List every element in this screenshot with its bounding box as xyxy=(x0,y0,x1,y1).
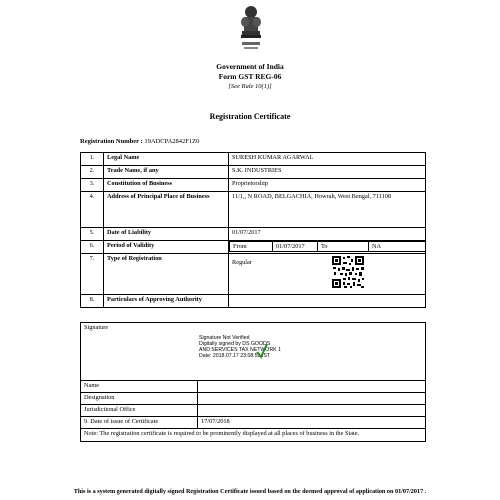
row-number: 1. xyxy=(81,153,104,166)
validity-to-label: To xyxy=(318,242,369,252)
date-of-liability-value: 01/07/2017 xyxy=(229,228,426,241)
validity-cell xyxy=(229,241,426,254)
row-number: 3. xyxy=(81,179,104,192)
signature-row xyxy=(81,323,426,381)
row-label: Period of Validity xyxy=(104,241,229,254)
row-label: Date of Liability xyxy=(104,228,229,241)
signature-cell xyxy=(81,323,426,381)
row-label: Constitution of Business xyxy=(104,179,229,192)
table-row xyxy=(81,393,426,405)
national-emblem-icon xyxy=(236,4,266,52)
registration-number-value: 19ADCPA2842F1Z0 xyxy=(144,138,200,145)
certificate-title: Registration Certificate xyxy=(209,112,291,121)
display-note: Note: The registration certificate is required to be prominently displayed at all places of business in the State. xyxy=(81,429,426,442)
row-label: Type of Registration xyxy=(104,254,229,295)
rule-reference: [See Rule 10(1)] xyxy=(228,83,272,90)
checkmark-icon xyxy=(255,341,269,361)
row-number: 4. xyxy=(81,192,104,228)
signature-signer-line2: AND SERVICES TAX NETWORK 1 xyxy=(199,347,281,353)
table-row xyxy=(81,405,426,417)
row-number: 8. xyxy=(81,295,104,308)
registration-type-value: Regular xyxy=(232,259,252,266)
constitution-value: Proprietorship xyxy=(229,179,426,192)
approving-authority-value xyxy=(229,295,426,308)
registration-type-cell xyxy=(229,254,426,295)
row-number: 7. xyxy=(81,254,104,295)
registration-number-label: Registration Number : xyxy=(80,138,143,145)
table-row xyxy=(81,254,426,295)
row-number: 2. xyxy=(81,166,104,179)
jurisdictional-office-value xyxy=(198,405,426,417)
signature-date: Date: 2018.07.17 23:08:55 IST xyxy=(199,353,270,359)
authority-name-value xyxy=(198,381,426,393)
signature-status: Signature Not Verified xyxy=(199,335,250,341)
validity-from-value: 01/07/2017 xyxy=(273,242,318,252)
authority-designation-value xyxy=(198,393,426,405)
authority-name-label: Name xyxy=(81,381,198,393)
table-row xyxy=(81,192,426,228)
authority-designation-label: Designation xyxy=(81,393,198,405)
signature-label: Signature xyxy=(84,324,109,331)
row-label: Address of Principal Place of Business xyxy=(104,192,229,228)
details-table xyxy=(80,152,426,308)
signature-signer-line1: Digitally signed by DS GOODS xyxy=(199,341,271,347)
row-number: 5. xyxy=(81,228,104,241)
registration-number xyxy=(80,138,199,145)
jurisdictional-office-label: Jurisdictional Office xyxy=(81,405,198,417)
address-value: 11/1,, N ROAD, BELGACHIA, Howrah, West Bengal, 711108 xyxy=(229,192,426,228)
table-row xyxy=(81,228,426,241)
table-row xyxy=(81,295,426,308)
row-label: Legal Name xyxy=(104,153,229,166)
issue-date-label: 9. Date of issue of Certificate xyxy=(81,417,198,429)
validity-to-value: NA xyxy=(369,242,426,252)
trade-name-value: S.K. INDUSTRIES xyxy=(229,166,426,179)
row-label: Trade Name, if any xyxy=(104,166,229,179)
table-row xyxy=(81,241,426,254)
government-heading: Government of India xyxy=(216,62,284,71)
table-row xyxy=(81,417,426,429)
validity-from-label: From xyxy=(230,242,273,252)
table-row xyxy=(81,166,426,179)
legal-name-value: SURESH KUMAR AGARWAL xyxy=(229,153,426,166)
validity-subtable xyxy=(229,241,425,252)
row-label: Particulars of Approving Authority xyxy=(104,295,229,308)
footer-statement: This is a system generated digitally signed Registration Certificate issued based on the deemed approval of application on 01/07/2017 . xyxy=(73,488,427,495)
table-row xyxy=(81,153,426,166)
qr-code-icon xyxy=(331,255,365,289)
form-heading: Form GST REG-06 xyxy=(218,72,282,81)
authority-table xyxy=(80,322,426,442)
issue-date-value: 17/07/2018 xyxy=(198,417,426,429)
table-row xyxy=(81,179,426,192)
table-row xyxy=(81,381,426,393)
note-row xyxy=(81,429,426,442)
row-number: 6. xyxy=(81,241,104,254)
